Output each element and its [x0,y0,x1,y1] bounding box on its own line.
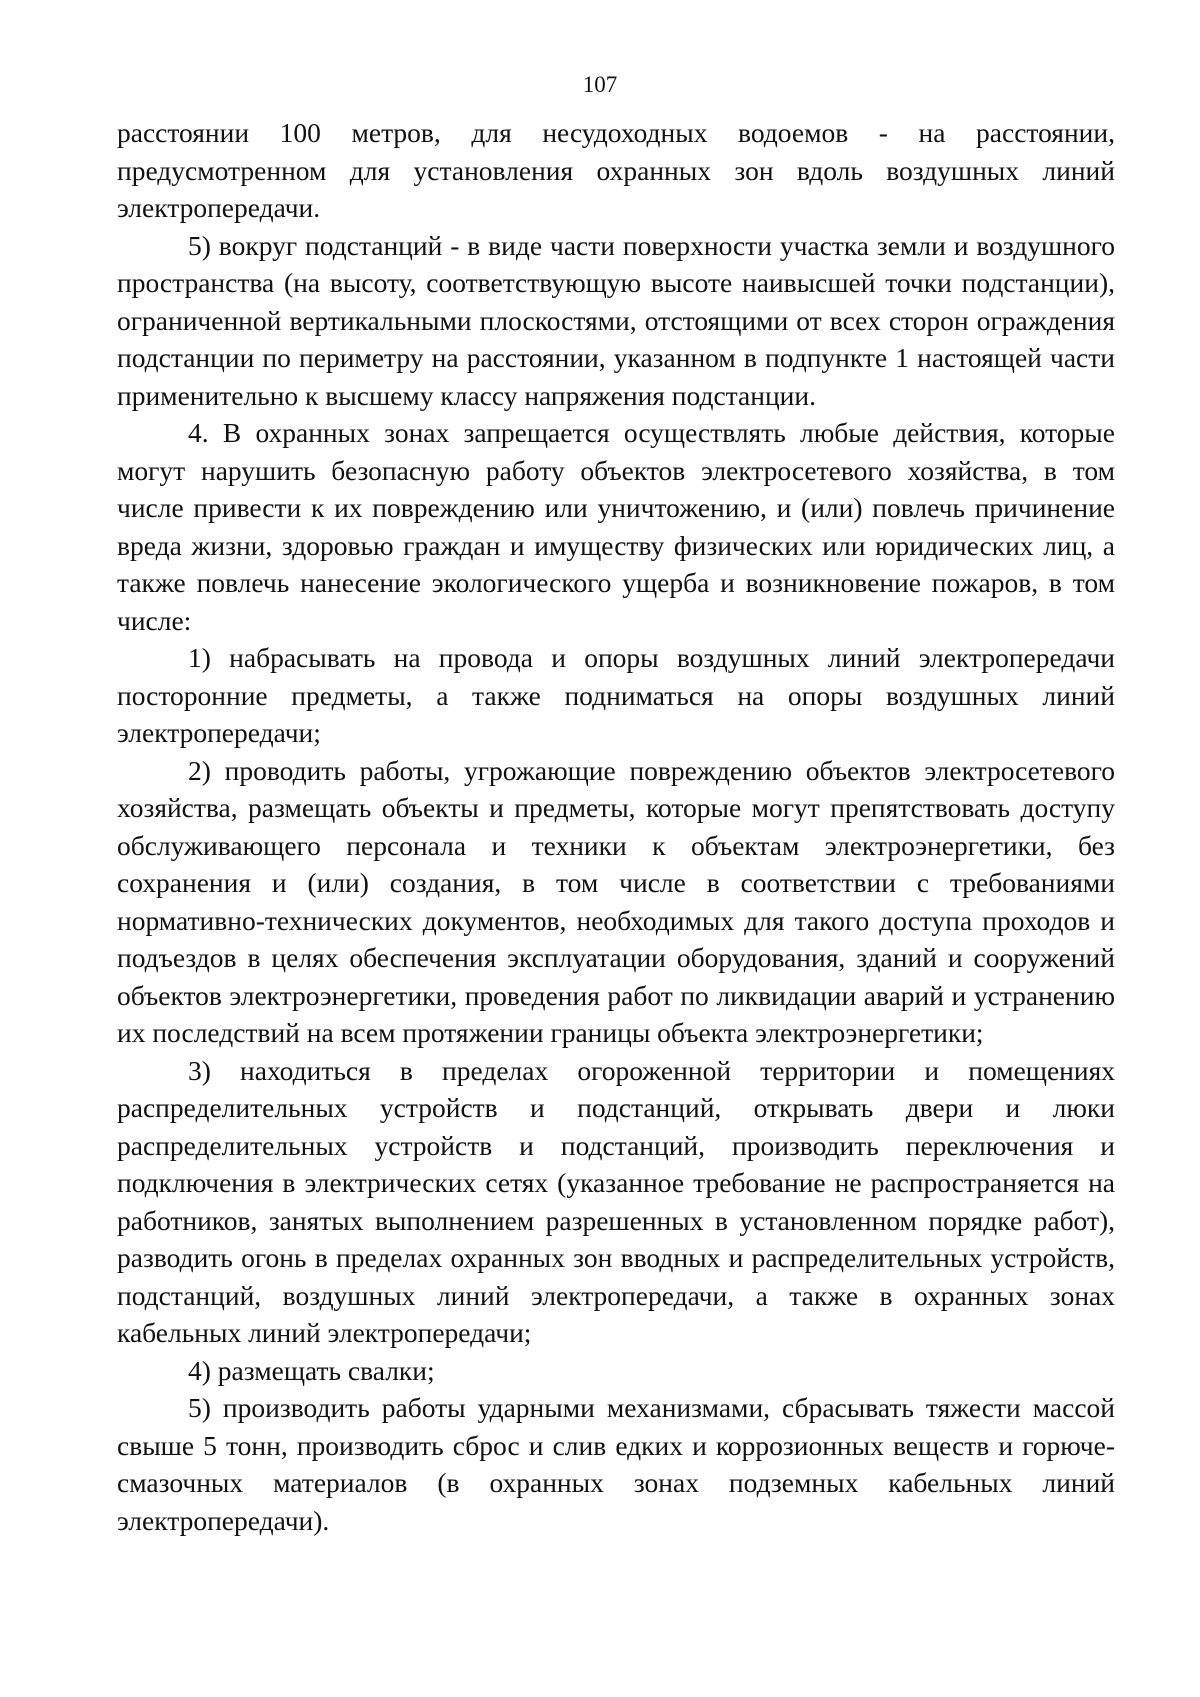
document-body [117,114,1115,1539]
paragraph-continuation: расстоянии 100 метров, для несудоходных водоемов - на расстоянии, предусмотренном для установления охранных зон вдоль воздушных линий электропередачи. [117,117,1115,223]
paragraph-section-4: 4. В охранных зонах запрещается осуществлять любые действия, которые могут нарушить безопасную работу объектов электросетевого хозяйства, в том числе привести к их повреждению или уничтожению, и (или) повлечь причинение вреда жизни, здоровью граждан и имуществу физических или юридических лиц, а также повлечь нанесение экологического ущерба и возникновение пожаров, в том числе: [117,417,1115,636]
paragraph-item-1: 1) набрасывать на провода и опоры воздушных линий электропередачи посторонние предметы, а также подниматься на опоры воздушных линий электропередачи; [117,642,1115,748]
paragraph-item-2: 2) проводить работы, угрожающие повреждению объектов электросетевого хозяйства, размещать объекты и предметы, которые могут препятствовать доступу обслуживающего персонала и техники к объектам электроэнергетики, без сохранения и (или) создания, в том числе в соответствии с требованиями нормативно-технических документов, необходимых для такого доступа проходов и подъездов в целях обеспечения эксплуатации оборудования, зданий и сооружений объектов электроэнергетики, проведения работ по ликвидации аварий и устранению их последствий на всем протяжении границы объекта электроэнергетики; [117,754,1115,1048]
paragraph-item-5: 5) производить работы ударными механизмами, сбрасывать тяжести массой свыше 5 тонн, производить сброс и слив едких и коррозионных веществ и горюче-смазочных материалов (в охранных зонах подземных кабельных линий электропередачи). [117,1392,1115,1536]
paragraph-item-5-substations: 5) вокруг подстанций - в виде части поверхности участка земли и воздушного пространства (на высоту, соответствующую высоте наивысшей точки подстанции), ограниченной вертикальными плоскостями, отстоящими от всех сторон ограждения подстанции по периметру на расстоянии, указанном в подпункте 1 настоящей части применительно к высшему классу напряжения подстанции. [117,229,1115,411]
paragraph-item-3: 3) находиться в пределах огороженной территории и помещениях распределительных устройств и подстанций, открывать двери и люки распределительных устройств и подстанций, производить переключения и подключения в электрических сетях (указанное требование не распространяется на работников, занятых выполнением разрешенных в установленном порядке работ), разводить огонь в пределах охранных зон вводных и распределительных устройств, подстанций, воздушных линий электропередачи, а также в охранных зонах кабельных линий электропередачи; [117,1054,1115,1348]
paragraph-item-4: 4) размещать свалки; [188,1354,435,1386]
page-number: 107 [582,72,618,97]
